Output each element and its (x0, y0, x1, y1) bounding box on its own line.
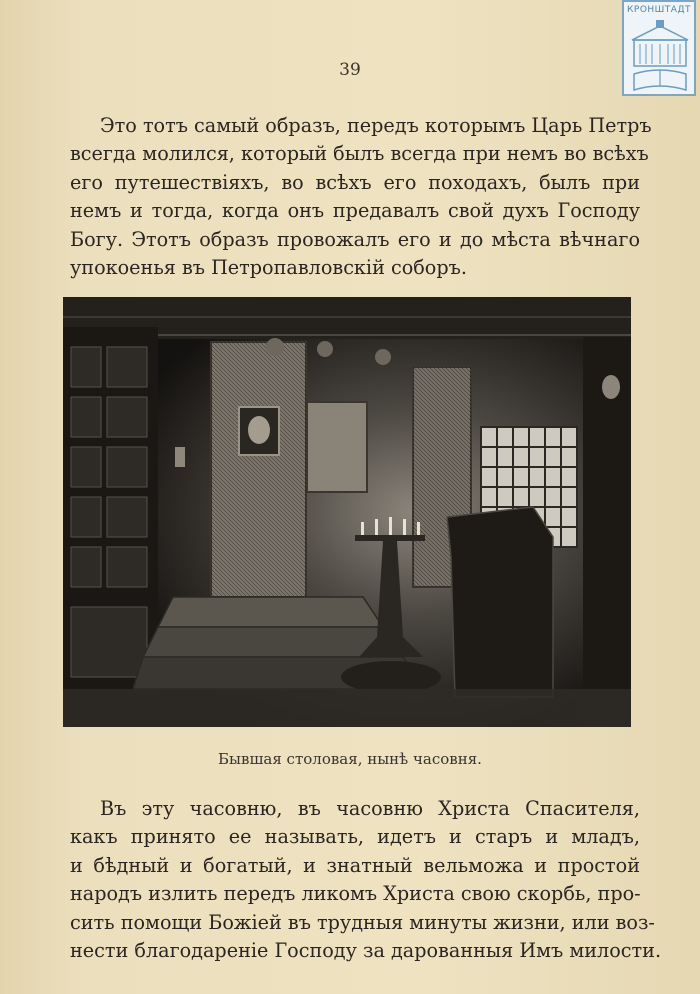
text-line: Въ эту часовню, въ часовню Христа Спасителя, (100, 797, 640, 820)
text-line: немъ и тогда, когда онъ предавалъ свой духъ Господу (70, 199, 640, 223)
text-line: Это тотъ самый образъ, передъ которымъ Царь Петръ (100, 114, 652, 137)
page-number: 39 (339, 60, 361, 80)
text-line: упокоенья въ Петропавловскiй соборъ. (70, 256, 467, 280)
text-line: его путешествiяхъ, во всѣхъ его походахъ, былъ при (70, 170, 640, 194)
text-line: Богу. Этотъ образъ провожалъ его и до мѣста вѣчнаго (70, 227, 640, 251)
text-line: сить помощи Божiей въ трудныя минуты жизни, или воз- (70, 910, 655, 934)
paragraph-top (70, 112, 652, 282)
stamp-text: КРОНШТАДТ (627, 5, 691, 15)
text-line: нести благодаренiе Господу за дарованныя Имъ милости. (70, 939, 662, 963)
library-stamp (622, 0, 696, 96)
engraving-illustration (63, 297, 631, 727)
illustration-caption: Бывшая столовая, нынѣ часовня. (218, 750, 482, 768)
building-emblem-icon (630, 20, 690, 92)
text-line: всегда молился, который былъ всегда при немъ во всѣхъ (70, 142, 649, 166)
text-line: какъ принято ее называть, идетъ и старъ и младъ, (70, 825, 640, 849)
text-line: и бѣдный и богатый, и знатный вельможа и простой (70, 853, 640, 877)
paragraph-bottom (70, 795, 662, 965)
text-line: народъ излить передъ ликомъ Христа свою скорбь, про- (70, 882, 641, 906)
